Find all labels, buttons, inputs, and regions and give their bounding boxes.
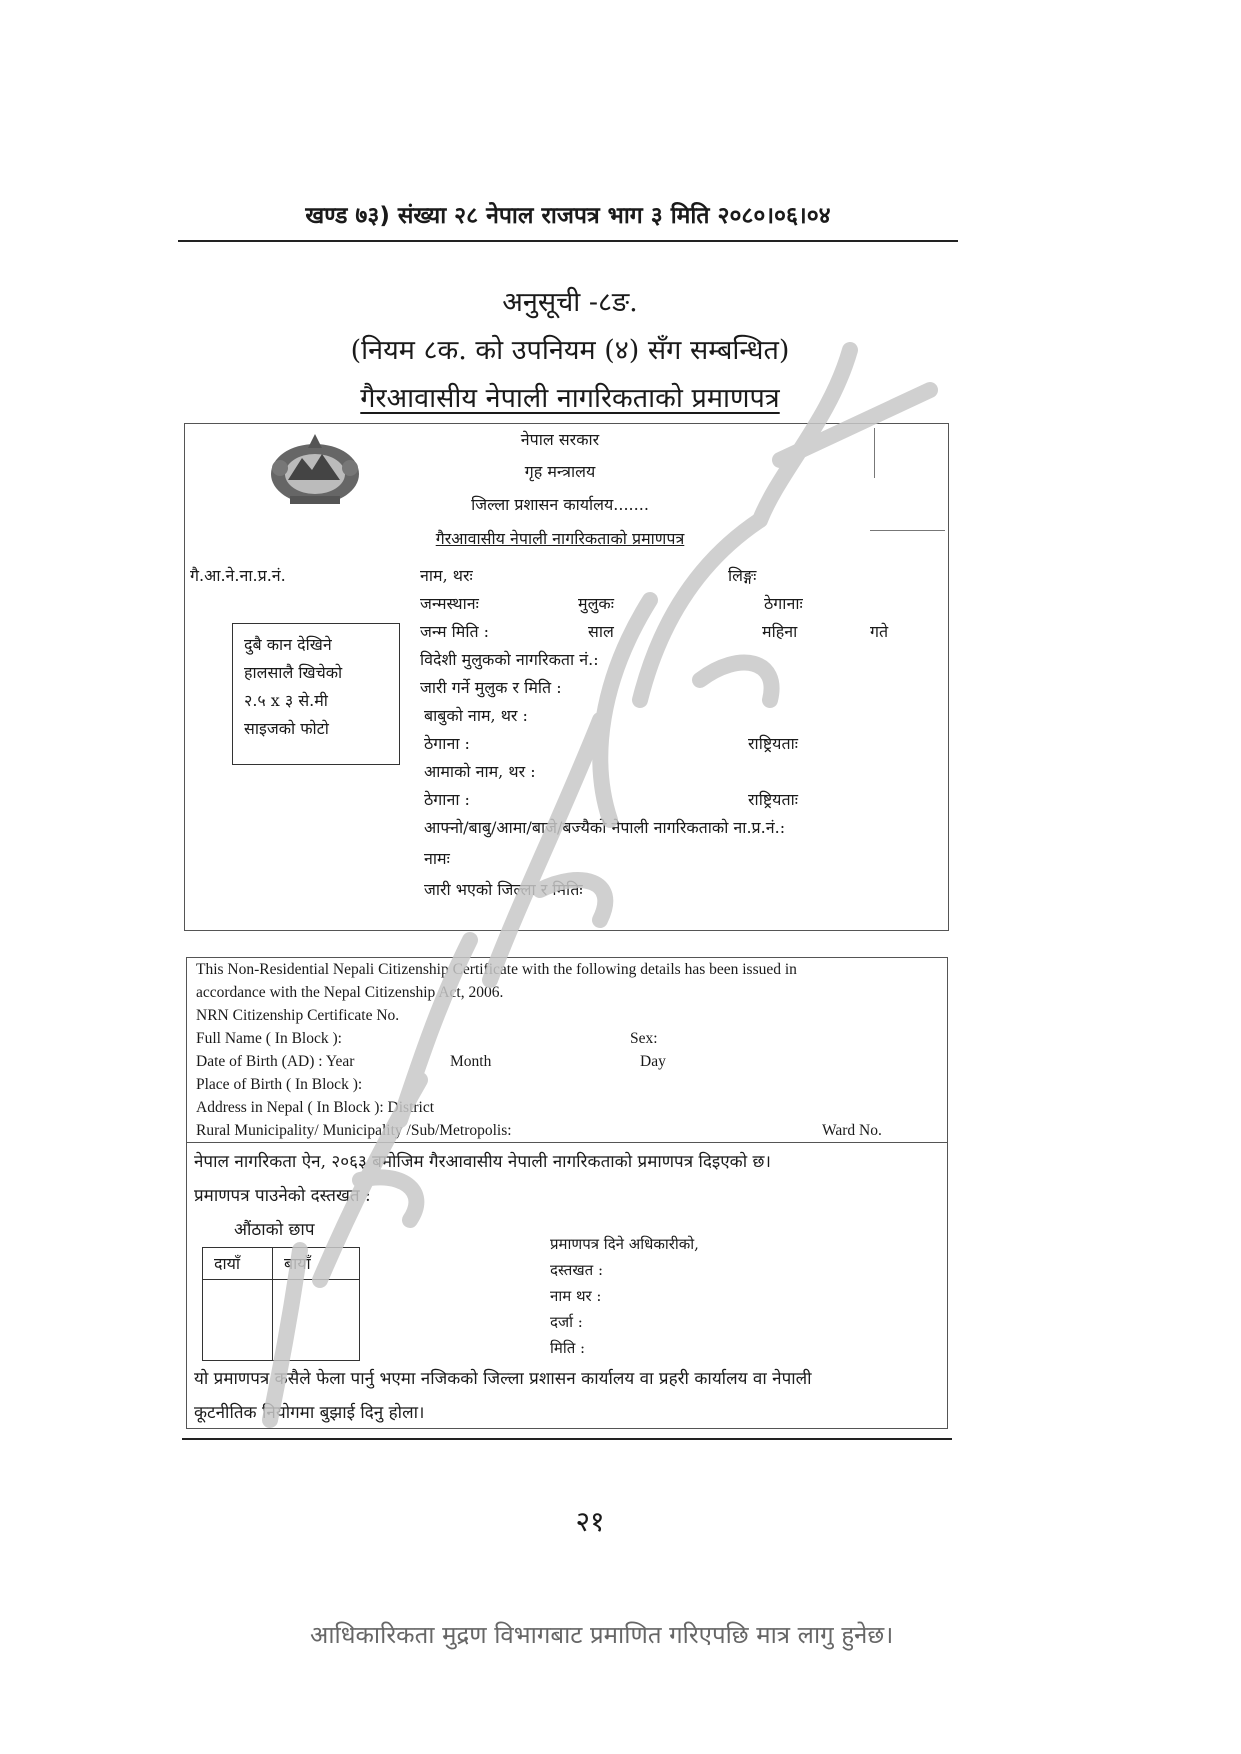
photo-text-line-4: साइजको फोटो <box>244 719 329 738</box>
right-thumb-label: दायाँ <box>214 1254 241 1273</box>
recipient-signature-label: प्रमाणपत्र पाउनेको दस्तखत : <box>194 1186 371 1206</box>
dob-label: जन्म मिति : <box>420 622 490 641</box>
address-label: ठेगानाः <box>764 594 803 613</box>
mother-nationality-label: राष्ट्रियताः <box>748 790 798 809</box>
officer-date-label: मिति : <box>550 1339 586 1357</box>
english-dob-label: Date of Birth (AD) : Year <box>196 1053 355 1070</box>
thumbprint-label: औंठाको छाप <box>234 1220 315 1240</box>
mother-address-label: ठेगाना : <box>424 790 470 809</box>
municipality-label: Rural Municipality/ Municipality /Sub/Metropolis: <box>196 1122 512 1139</box>
photo-text-line-1: दुबै कान देखिने <box>244 635 332 654</box>
father-address-label: ठेगाना : <box>424 734 470 753</box>
name-label: नाम, थरः <box>420 566 473 585</box>
photo-text-line-3: २.५ x ३ से.मी <box>244 691 328 710</box>
officer-label: प्रमाणपत्र दिने अधिकारीको, <box>550 1235 699 1253</box>
father-nationality-label: राष्ट्रियताः <box>748 734 798 753</box>
notice-line-1: यो प्रमाणपत्र कसैले फेला पार्नु भएमा नजिकको जिल्ला प्रशासन कार्यालय वा प्रहरी कार्यालय वा नेपाली <box>194 1369 812 1389</box>
schedule-heading-text: गैरआवासीय नेपाली नागरिकताको प्रमाणपत्र <box>360 383 780 414</box>
full-name-label: Full Name ( In Block ): <box>196 1030 342 1047</box>
cert-title-text: गैरआवासीय नेपाली नागरिकताको प्रमाणपत्र <box>435 529 685 548</box>
english-sex-label: Sex: <box>630 1030 658 1047</box>
english-month-label: Month <box>450 1053 492 1070</box>
thumbprint-table-divider <box>272 1247 273 1361</box>
english-address-label: Address in Nepal ( In Block ): District <box>196 1099 435 1116</box>
ancestor-name-label: नामः <box>424 849 450 868</box>
header-rule <box>178 240 958 242</box>
officer-name-label: नाम थर : <box>550 1287 602 1305</box>
schedule-title: अनुसूची -८ङ. <box>502 287 638 318</box>
english-intro-line-2: accordance with the Nepal Citizenship Act, 2006. <box>196 984 504 1001</box>
schedule-heading <box>260 378 880 415</box>
district-office: जिल्ला प्रशासन कार्यालय....... <box>471 495 649 514</box>
english-birthplace-label: Place of Birth ( In Block ): <box>196 1076 363 1093</box>
photo-text-line-2: हालसालै खिचेको <box>244 663 343 682</box>
schedule-subtitle: (नियम ८क. को उपनियम (४) सँग सम्बन्धित) <box>350 335 790 366</box>
nrn-cert-number-label: NRN Citizenship Certificate No. <box>196 1007 400 1024</box>
nepal-emblem-icon <box>260 428 370 512</box>
cert-number-label: गै.आ.ने.ना.प्र.नं. <box>190 566 286 585</box>
day-label: गते <box>870 622 889 641</box>
mother-name-label: आमाको नाम, थर : <box>424 762 536 781</box>
country-label: मुलुकः <box>578 594 614 613</box>
english-day-label: Day <box>640 1053 666 1070</box>
officer-signature-label: दस्तखत : <box>550 1261 603 1279</box>
ancestor-citizenship-label: आफ्नो/बाबु/आमा/बाजे/बज्यैको नेपाली नागरिकताको ना.प्र.नं.: <box>424 818 786 837</box>
page-number: २१ <box>575 1505 605 1538</box>
month-label: महिना <box>762 622 798 641</box>
cert-title <box>410 527 710 549</box>
father-name-label: बाबुको नाम, थर : <box>424 706 528 725</box>
issued-statement: नेपाल नागरिकता ऐन, २०६३ बमोजिम गैरआवासीय नेपाली नागरिकताको प्रमाणपत्र दिइएको छ। <box>194 1152 771 1172</box>
left-thumb-label: बायाँ <box>284 1254 311 1273</box>
box-divider-horizontal <box>870 530 945 531</box>
year-label: साल <box>588 622 614 641</box>
thumbprint-table-header-rule <box>202 1279 360 1280</box>
foreign-citizenship-label: विदेशी मुलुकको नागरिकता नं.: <box>420 650 599 669</box>
english-intro-line-1: This Non-Residential Nepali Citizenship Certificate with the following details has been issued in <box>196 961 797 978</box>
box-divider-vertical <box>874 428 875 478</box>
notice-line-2: कूटनीतिक नियोगमा बुझाई दिनु होला। <box>194 1403 425 1423</box>
sex-label: लिङ्गः <box>728 566 757 585</box>
footer-note: आधिकारिकता मुद्रण विभागबाट प्रमाणित गरिएपछि मात्र लागु हुनेछ। <box>310 1621 894 1649</box>
gov-name: नेपाल सरकार <box>520 430 600 449</box>
officer-rank-label: दर्जा : <box>550 1313 583 1331</box>
ministry-name: गृह मन्त्रालय <box>524 462 596 481</box>
bottom-rule <box>182 1438 952 1440</box>
birthplace-label: जन्मस्थानः <box>420 594 479 613</box>
issuing-country-label: जारी गर्ने मुलुक र मिति : <box>420 678 562 697</box>
issued-district-label: जारी भएको जिल्ला र मितिः <box>424 880 583 899</box>
gazette-header: खण्ड ७३) संख्या २८ नेपाल राजपत्र भाग ३ मिति २०८०।०६।०४ <box>305 203 831 229</box>
ward-label: Ward No. <box>822 1122 882 1139</box>
